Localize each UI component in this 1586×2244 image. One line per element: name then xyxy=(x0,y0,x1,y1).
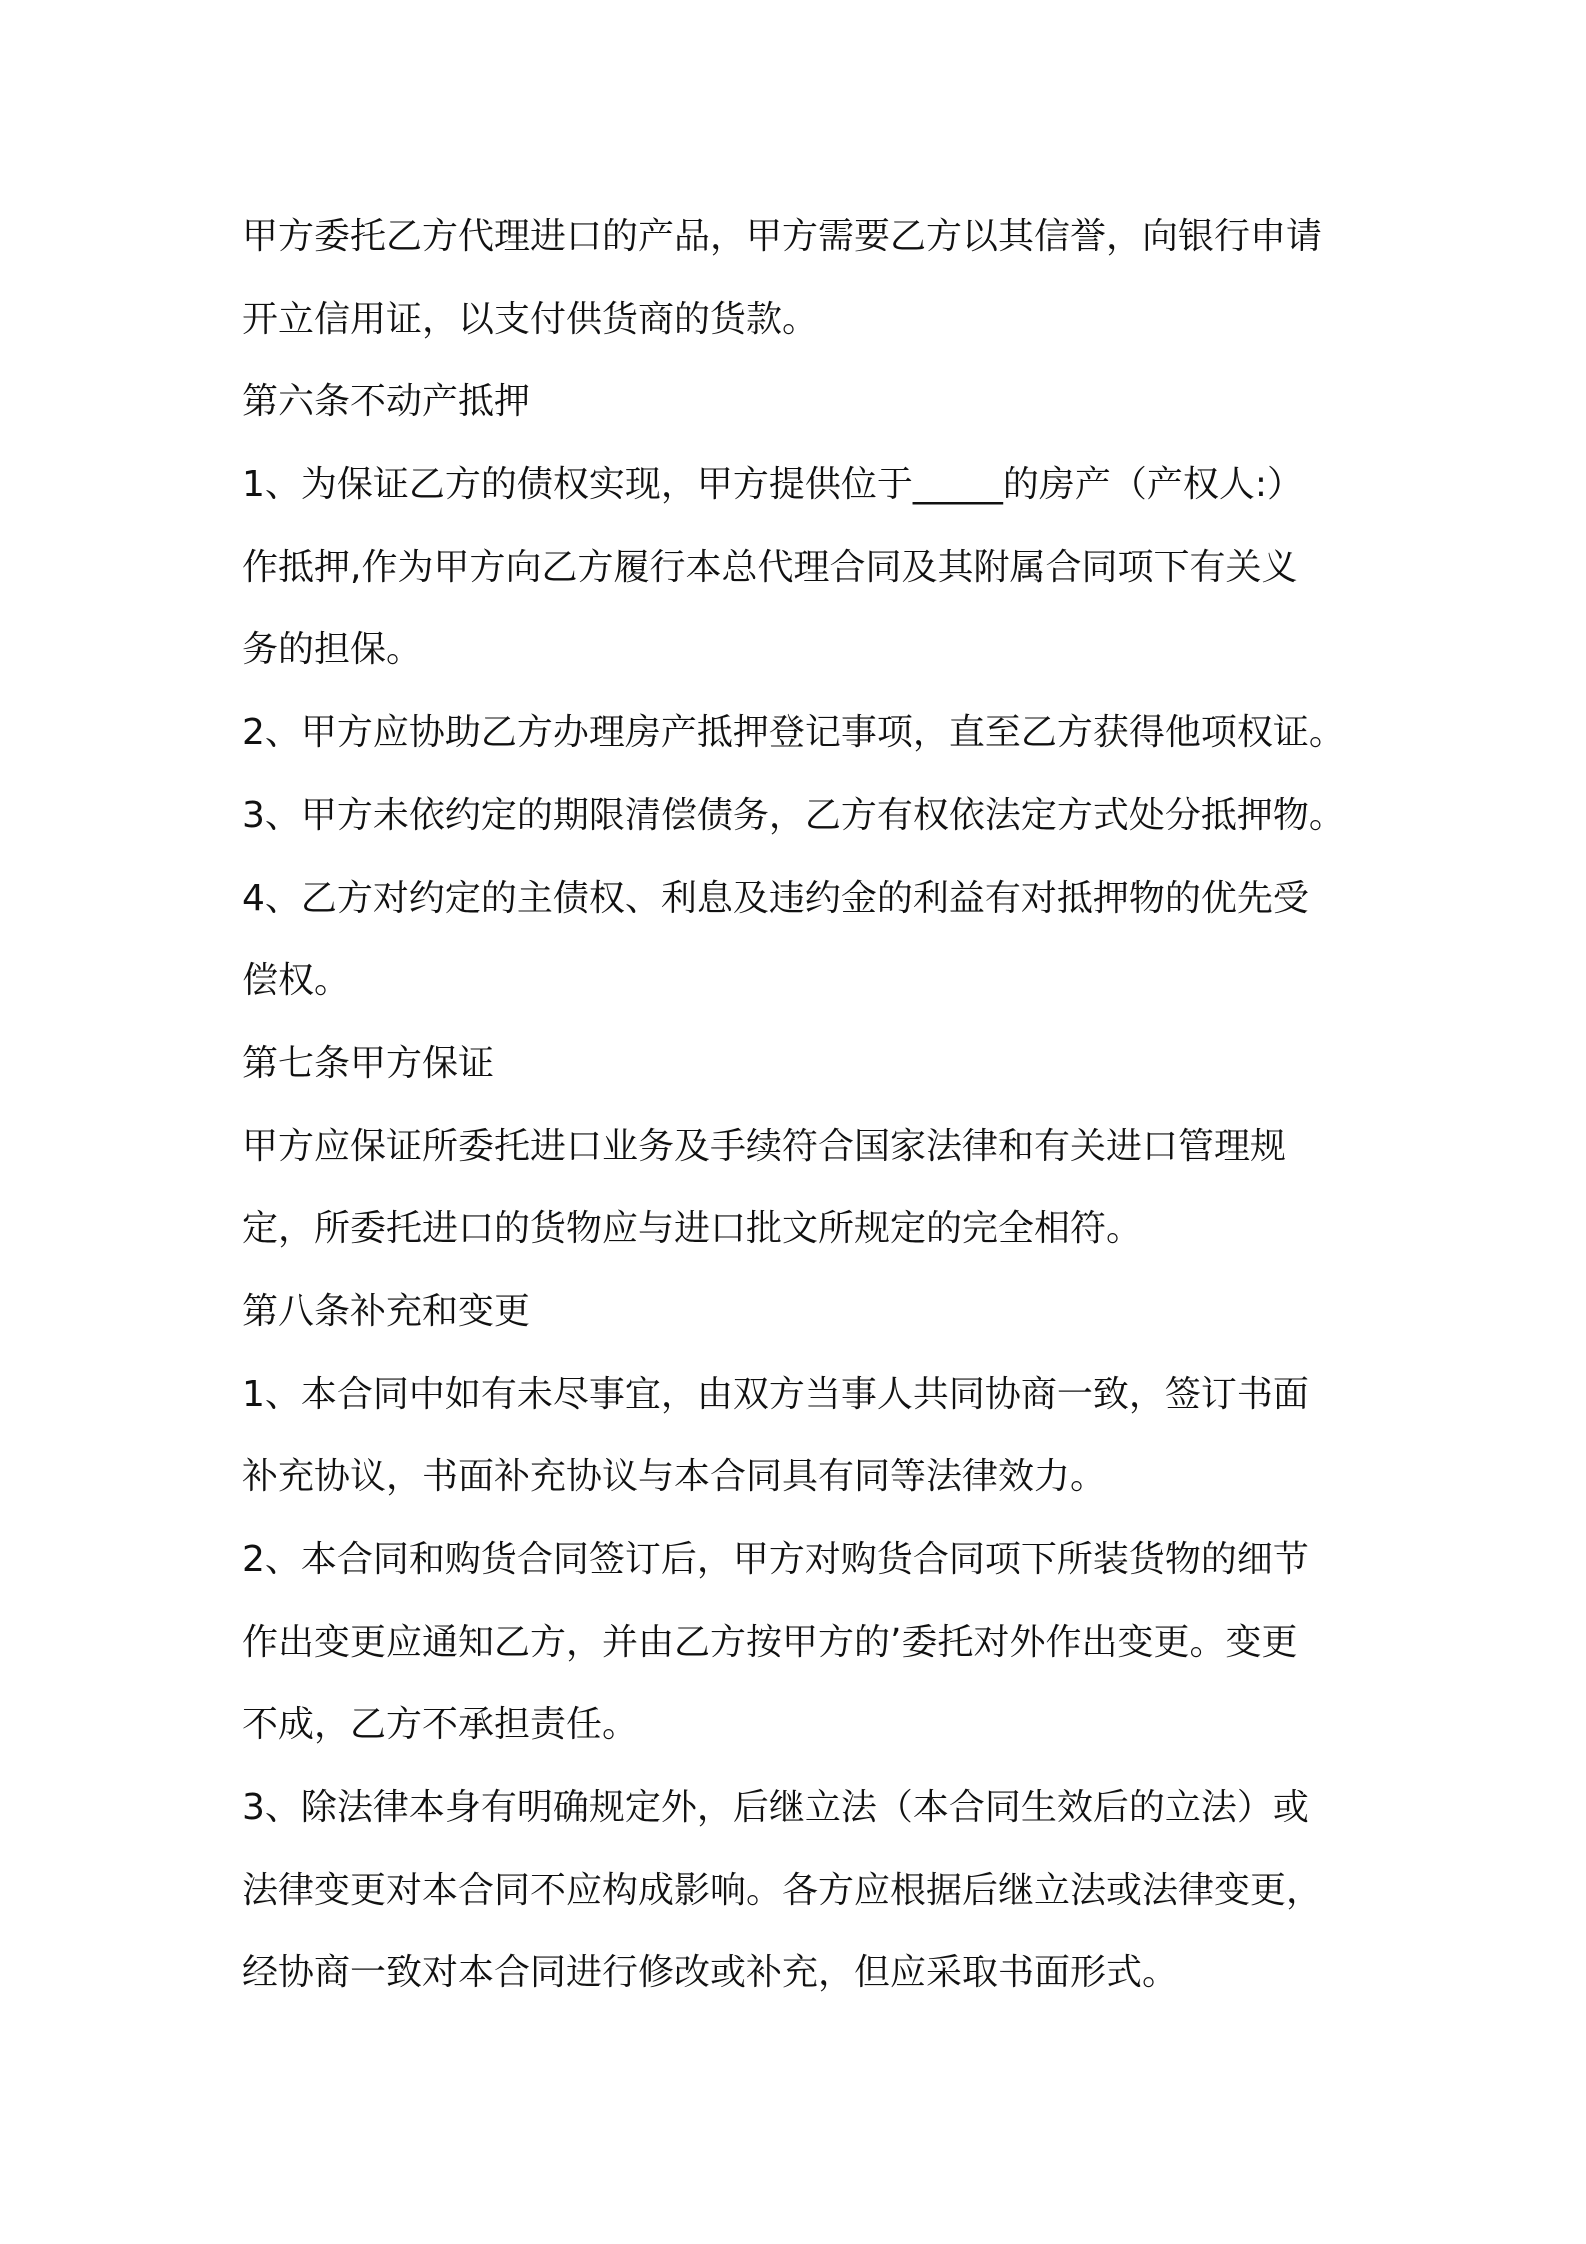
text-line: 1、本合同中如有未尽事宜，由双方当事人共同协商一致，签订书面 xyxy=(242,1373,1309,1415)
text-line: 补充协议，书面补充协议与本合同具有同等法律效力。 xyxy=(242,1456,1107,1498)
text-line: 经协商一致对本合同进行修改或补充，但应采取书面形式。 xyxy=(242,1952,1179,1994)
text-line: 作出变更应通知乙方，并由乙方按甲方的’委托对外作出变更。变更 xyxy=(242,1621,1298,1663)
text-line: 定，所委托进口的货物应与进口批文所规定的完全相符。 xyxy=(242,1208,1143,1250)
document-body xyxy=(242,196,1362,2015)
text-line: 甲方应保证所委托进口业务及手续符合国家法律和有关进口管理规 xyxy=(242,1125,1287,1167)
text-line: 4、乙方对约定的主债权、利息及违约金的利益有对抵押物的优先受 xyxy=(242,877,1309,919)
text-line: 务的担保。 xyxy=(242,629,423,671)
section-heading: 第六条不动产抵押 xyxy=(242,381,531,423)
section-heading: 第八条补充和变更 xyxy=(242,1290,531,1332)
text-line: 1、为保证乙方的债权实现，甲方提供位于_____的房产（产权人:） xyxy=(242,464,1304,506)
text-line: 2、甲方应协助乙方办理房产抵押登记事项，直至乙方获得他项权证。 xyxy=(242,712,1345,754)
text-line: 作抵押,作为甲方向乙方履行本总代理合同及其附属合同项下有关义 xyxy=(242,546,1298,588)
text-line: 3、甲方未依约定的期限清偿债务，乙方有权依法定方式处分抵押物。 xyxy=(242,794,1345,836)
text-line: 开立信用证，以支付供货商的货款。 xyxy=(242,298,819,340)
text-line: 法律变更对本合同不应构成影响。各方应根据后继立法或法律变更， xyxy=(242,1869,1323,1911)
text-line: 3、除法律本身有明确规定外，后继立法（本合同生效后的立法）或 xyxy=(242,1787,1309,1829)
text-line: 偿权。 xyxy=(242,960,351,1002)
text-line: 甲方委托乙方代理进口的产品，甲方需要乙方以其信誉，向银行申请 xyxy=(242,216,1323,257)
text-line: 2、本合同和购货合同签订后，甲方对购货合同项下所装货物的细节 xyxy=(242,1539,1309,1580)
text-line: 不成，乙方不承担责任。 xyxy=(242,1704,639,1746)
section-heading: 第七条甲方保证 xyxy=(242,1042,495,1084)
